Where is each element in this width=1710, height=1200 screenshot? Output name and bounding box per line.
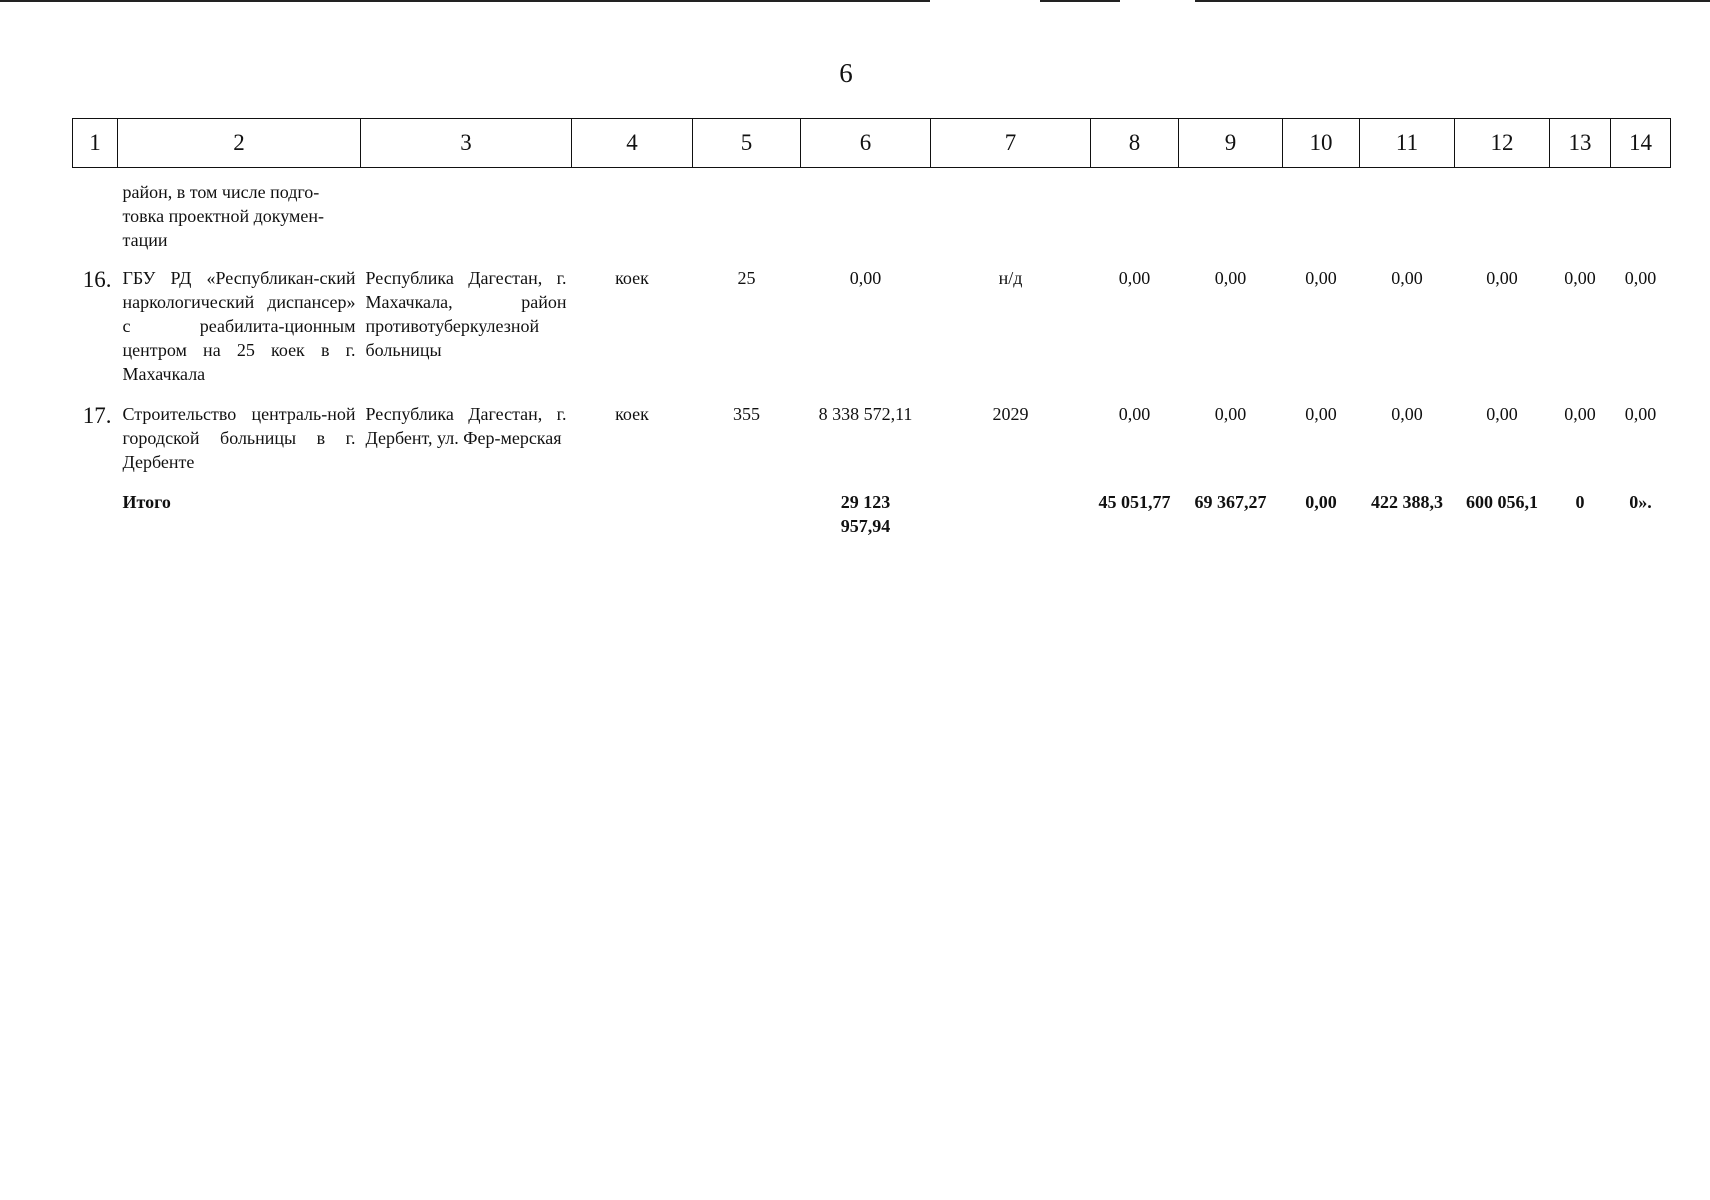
table-row [73, 262, 1671, 398]
investment-table [72, 118, 1671, 538]
cell-value: 0,00 [1486, 404, 1518, 424]
column-number-header [73, 119, 1671, 168]
col-header: 11 [1360, 119, 1455, 168]
cell-address: Республика Дагестан, г. Дербент, ул. Фер-мерская [365, 404, 567, 448]
cell-value: 0,00 [1214, 404, 1247, 424]
cell-value: 0,00 [1624, 268, 1657, 288]
col-header: 2 [118, 119, 361, 168]
row-number: 16. [82, 267, 112, 292]
scan-edge-line [1040, 0, 1120, 2]
cell-address: Республика Дагестан, г. Махачкала, район противотуберкулезной больницы [365, 268, 567, 360]
col-header: 8 [1091, 119, 1179, 168]
cell-value: 0,00 [1486, 268, 1518, 288]
cell-value: 0,00 [1118, 404, 1151, 424]
col-header: 12 [1455, 119, 1550, 168]
cell-name: ГБУ РД «Республикан-ский наркологический диспансер» с реабилита-ционным центром на 25 коек в г. Махачкала [122, 268, 356, 384]
table-row [73, 398, 1671, 486]
cell-value: 0,00 [1214, 268, 1247, 288]
cell-unit: коек [615, 404, 649, 424]
cell-name: Строительство централь-ной городской больницы в г. Дербенте [122, 404, 356, 472]
col-header: 4 [572, 119, 693, 168]
scan-edge-line [1195, 0, 1710, 2]
total-value: 0,00 [1305, 492, 1337, 512]
cell-year: н/д [998, 268, 1023, 288]
cell-capacity: 25 [737, 268, 756, 288]
total-value: 422 388,3 [1371, 492, 1443, 512]
total-value: 0 [1575, 492, 1585, 512]
col-header: 14 [1611, 119, 1671, 168]
col-header: 1 [73, 119, 118, 168]
cell-cost: 0,00 [849, 268, 882, 288]
total-value: 600 056,1 [1466, 492, 1538, 512]
cell-value: 0,00 [1118, 268, 1151, 288]
cell-value: 0,00 [1305, 268, 1337, 288]
cell-value: 0,00 [1305, 404, 1337, 424]
total-value: 45 051,77 [1098, 492, 1171, 512]
col-header: 7 [931, 119, 1091, 168]
table-row-total [73, 486, 1671, 538]
cell-capacity: 355 [733, 404, 760, 424]
total-label: Итого [122, 492, 171, 512]
col-header: 9 [1179, 119, 1283, 168]
cell-year: 2029 [992, 404, 1029, 424]
cell-value: 0,00 [1564, 404, 1596, 424]
row-number: 17. [82, 403, 112, 428]
cell-cost: 8 338 572,11 [818, 404, 913, 424]
cell-value: 0,00 [1624, 404, 1657, 424]
cell-unit: коек [615, 268, 649, 288]
total-value: 69 367,27 [1194, 492, 1267, 512]
total-cost: 29 123 957,94 [840, 492, 891, 536]
cell-value: 0,00 [1391, 268, 1423, 288]
col-header: 6 [801, 119, 931, 168]
cell-value: 0,00 [1564, 268, 1596, 288]
scan-edge-line [0, 0, 930, 2]
col-header: 5 [693, 119, 801, 168]
total-value: 0». [1629, 492, 1652, 512]
col-header: 13 [1550, 119, 1611, 168]
page-number: 6 [839, 58, 853, 88]
col-header: 3 [361, 119, 572, 168]
cell-value: 0,00 [1391, 404, 1423, 424]
table-row-continuation [73, 168, 1671, 263]
col-header: 10 [1283, 119, 1360, 168]
cell-name: район, в том числе подго- товка проектной докумен- тации [122, 182, 324, 250]
